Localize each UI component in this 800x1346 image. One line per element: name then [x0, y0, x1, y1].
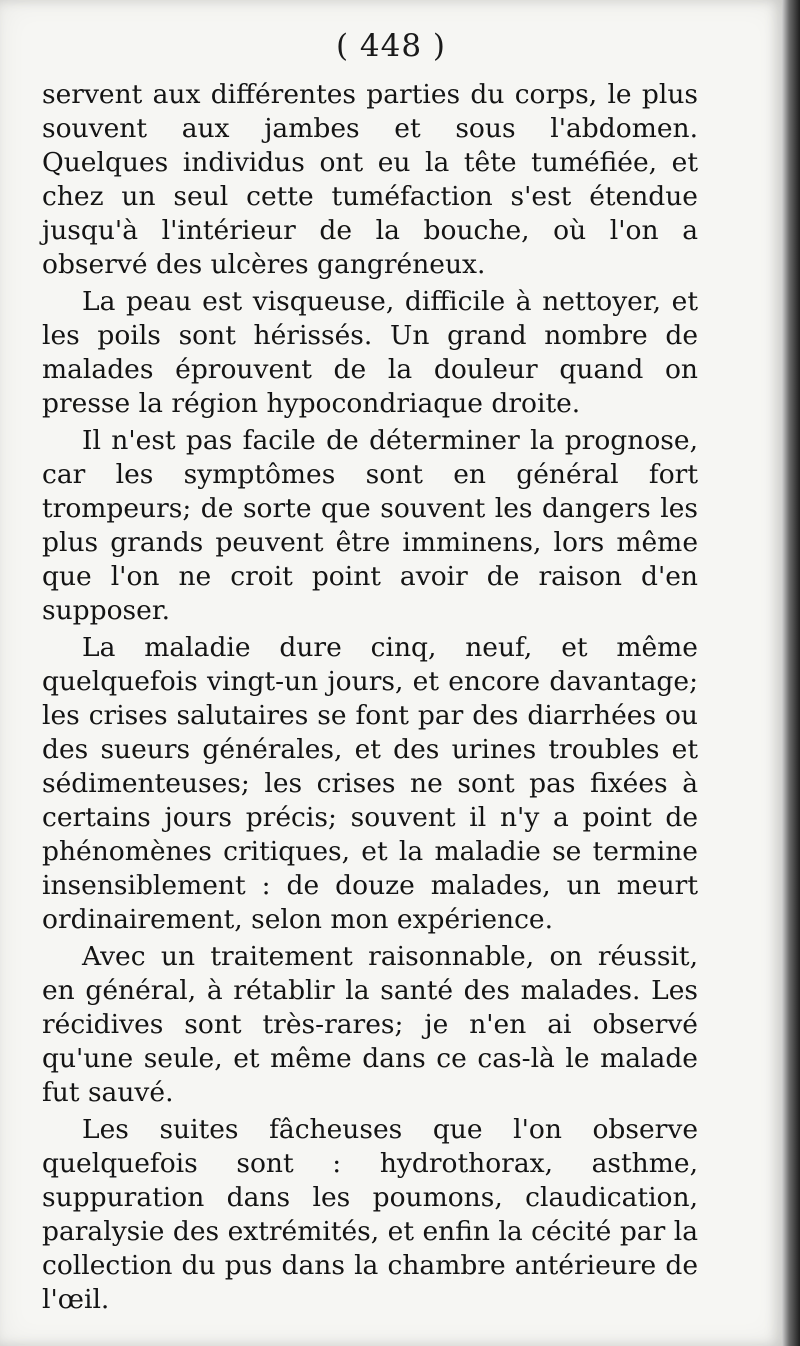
paragraph-duration: La maladie dure cinq, neuf, et même quelquefois vingt-un jours, et encore davantage; les crises salutaires se font par des diarrhées ou des sueurs générales, et des urines troubles et sédimenteuses; les crises ne sont pas fixées à certains jours précis; souvent il n'y a point de phénomènes critiques, et la maladie se termine insensiblement : de douze malades, un meurt ordinairement, selon mon expérience.	[42, 632, 698, 935]
paragraph-prognosis: Il n'est pas facile de déterminer la prognose, car les symptômes sont en général fort trompeurs; de sorte que souvent les dangers les plus grands peuvent être imminens, lors même que l'on ne croit point avoir de raison d'en supposer.	[42, 425, 698, 626]
paragraph-skin: La peau est visqueuse, difficile à nettoyer, et les poils sont hérissés. Un grand nombre de malades éprouvent de la douleur quand on presse la région hypocondriaque droite.	[42, 286, 698, 419]
page-number: ( 448 )	[335, 28, 447, 64]
page-edge-shadow	[782, 0, 800, 1346]
paragraph-sequelae: Les suites fâcheuses que l'on observe quelquefois sont : hydrothorax, asthme, suppuration dans les poumons, claudication, paralysie des extrémités, et enfin la cécité par la collection du pus dans la chambre antérieure de l'œil.	[42, 1114, 698, 1315]
paragraph-treatment: Avec un traitement raisonnable, on réussit, en général, à rétablir la santé des malades. Les récidives sont très-rares; je n'en ai observé qu'une seule, et même dans ce cas-là le malade fut sauvé.	[42, 941, 698, 1108]
body-text	[42, 78, 698, 1320]
paragraph-continuation: servent aux différentes parties du corps, le plus souvent aux jambes et sous l'abdomen. Quelques individus ont eu la tête tuméfiée, et chez un seul cette tuméfaction s'est étendue jusqu'à l'intérieur de la bouche, où l'on a observé des ulcères gangréneux.	[42, 79, 698, 280]
